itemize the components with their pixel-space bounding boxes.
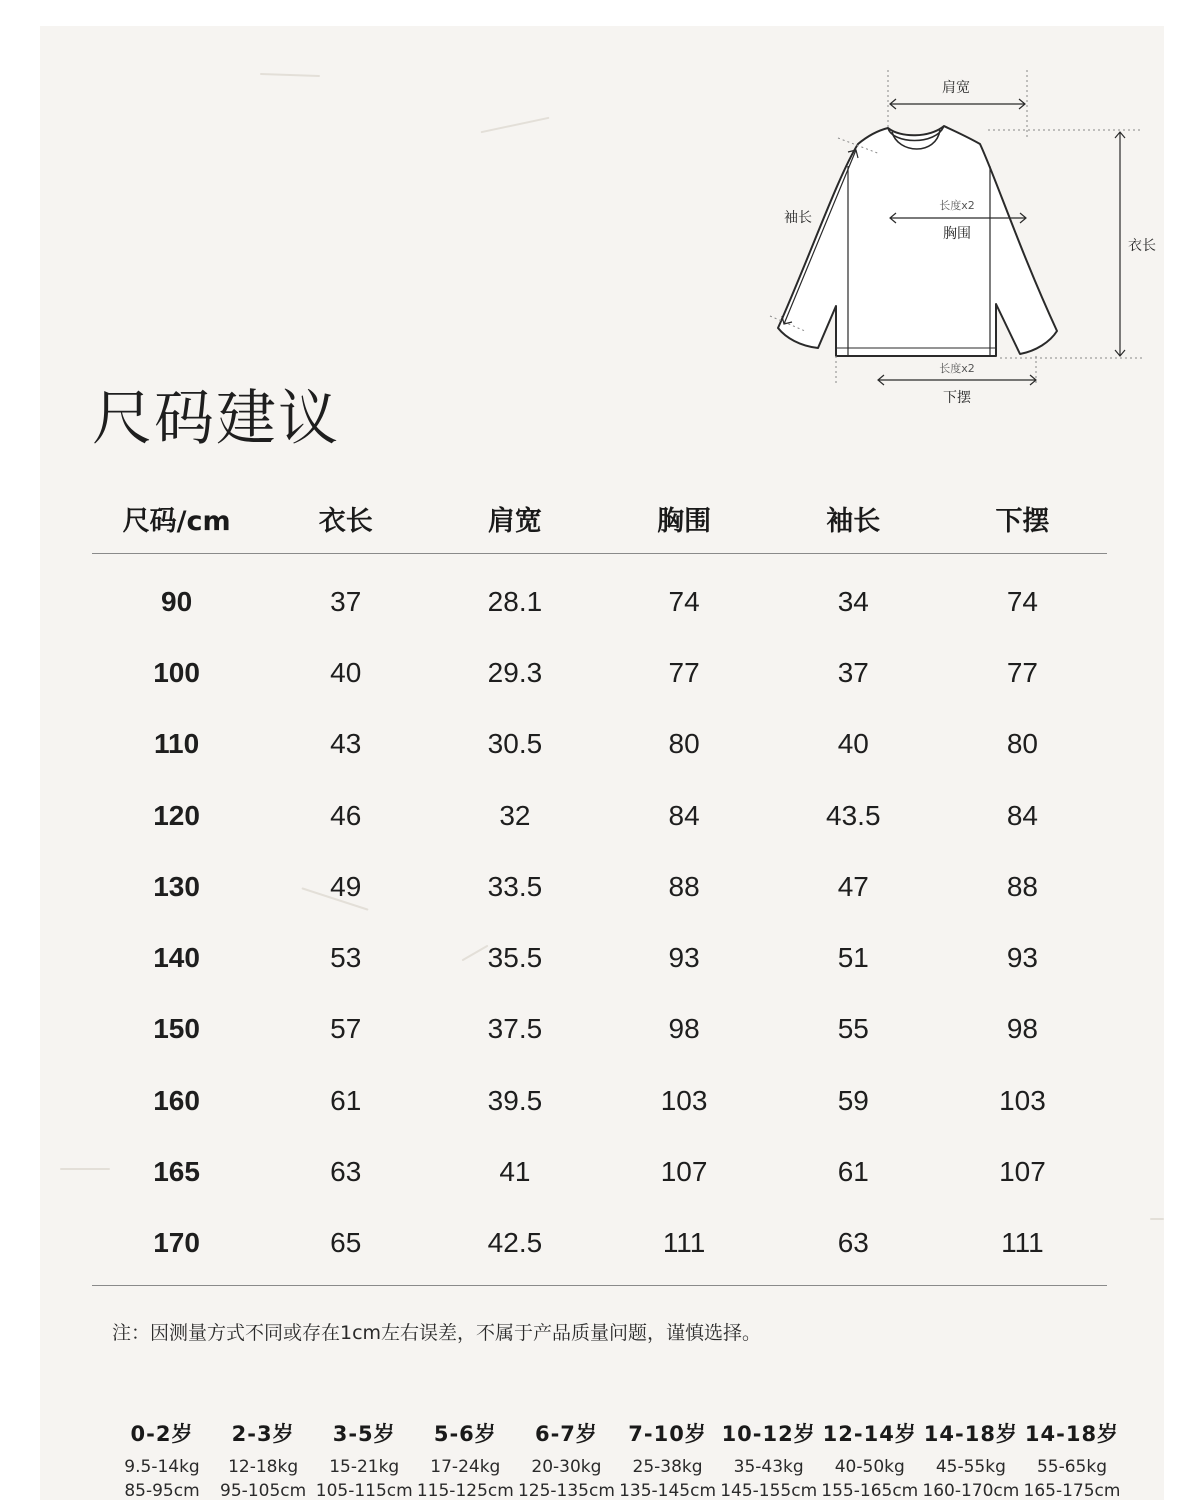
age-guide-age: 6-7岁	[534, 1422, 598, 1446]
measure-cell: 93	[668, 942, 700, 974]
measure-cell: 40	[837, 728, 869, 760]
measure-cell: 93	[1006, 942, 1039, 974]
size-cell: 130	[153, 870, 200, 902]
measure-cell: 98	[1006, 1013, 1039, 1045]
age-guide-age: 7-10岁	[628, 1422, 707, 1446]
table-row	[92, 851, 1107, 922]
chest-label: 胸围	[943, 226, 971, 242]
measure-cell: 41	[499, 1156, 531, 1188]
age-guide-item	[213, 1418, 313, 1500]
age-guide-weight: 40-50kg	[834, 1457, 905, 1477]
measure-cell: 33.5	[487, 870, 543, 902]
sleeve-label: 袖长	[784, 210, 812, 226]
table-row	[92, 709, 1107, 780]
measure-cell: 111	[662, 1227, 706, 1259]
age-guide-height: 160-170cm	[922, 1481, 1020, 1500]
measure-cell: 59	[837, 1084, 869, 1116]
measure-cell: 74	[1006, 585, 1039, 617]
age-guide-weight: 55-65kg	[1036, 1457, 1107, 1477]
measure-cell: 103	[660, 1084, 708, 1116]
measure-cell: 43	[330, 728, 362, 760]
table-body	[92, 554, 1107, 1286]
header-sleeve: 袖长	[826, 506, 881, 537]
page-title: 尺码建议	[92, 384, 340, 454]
measure-cell: 30.5	[487, 728, 543, 760]
table-row	[92, 922, 1107, 993]
measure-cell: 57	[330, 1013, 362, 1045]
size-cell: 120	[153, 799, 200, 831]
age-guide-height: 105-115cm	[315, 1481, 413, 1500]
age-guide-weight: 45-55kg	[935, 1457, 1006, 1477]
size-cell: 150	[153, 1013, 200, 1045]
age-guide-item	[719, 1418, 819, 1500]
measure-cell: 28.1	[487, 585, 543, 617]
hem-note-label: 长度x2	[939, 362, 975, 375]
age-guide-height: 155-165cm	[821, 1481, 919, 1500]
measure-cell: 77	[668, 656, 700, 688]
size-cell: 100	[153, 656, 200, 688]
size-cell: 140	[153, 942, 200, 974]
age-guide-age: 3-5岁	[332, 1422, 396, 1446]
measure-cell: 40	[330, 656, 362, 688]
age-guide-weight: 15-21kg	[329, 1457, 400, 1477]
age-guide-weight: 35-43kg	[733, 1457, 804, 1477]
age-guide-age: 14-18岁	[923, 1422, 1018, 1446]
measure-cell: 37	[837, 656, 869, 688]
age-guide-weight: 25-38kg	[632, 1457, 703, 1477]
age-guide-item	[820, 1418, 920, 1500]
size-cell: 90	[161, 585, 193, 617]
age-guide-height: 125-135cm	[517, 1481, 615, 1500]
measure-cell: 49	[330, 870, 362, 902]
age-guide-age: 12-14岁	[822, 1422, 917, 1446]
paper-texture	[481, 117, 550, 134]
measure-cell: 74	[668, 585, 700, 617]
measure-cell: 88	[1006, 870, 1039, 902]
table-row	[92, 780, 1107, 851]
table-row	[92, 1208, 1107, 1279]
table-row	[92, 994, 1107, 1065]
header-chest: 胸围	[657, 506, 712, 537]
measure-cell: 35.5	[487, 942, 543, 974]
age-guide-age: 10-12岁	[721, 1422, 816, 1446]
age-guide-height: 135-145cm	[619, 1481, 717, 1500]
table-row	[92, 637, 1107, 708]
garment-diagram	[730, 66, 1156, 426]
age-guide-weight: 17-24kg	[430, 1457, 501, 1477]
measure-cell: 98	[668, 1013, 700, 1045]
age-guide-height: 165-175cm	[1023, 1481, 1121, 1500]
measure-cell: 37	[330, 585, 362, 617]
age-guide-item	[516, 1418, 616, 1500]
size-cell: 110	[154, 728, 200, 760]
header-hem: 下摆	[995, 506, 1050, 537]
measure-cell: 63	[330, 1156, 362, 1188]
age-guide-age: 14-18岁	[1024, 1422, 1120, 1446]
age-guide-item	[1022, 1418, 1122, 1500]
measure-cell: 43.5	[826, 799, 881, 831]
measure-cell: 103	[999, 1084, 1046, 1116]
size-chart-page	[40, 26, 1164, 1500]
measure-cell: 84	[1006, 799, 1039, 831]
measure-cell: 65	[330, 1227, 362, 1259]
measure-cell: 32	[499, 799, 531, 831]
age-guide-item	[921, 1418, 1021, 1500]
measure-cell: 80	[1006, 728, 1039, 760]
measure-cell: 37.5	[487, 1013, 543, 1045]
header-shoulder: 肩宽	[487, 506, 542, 537]
measurement-note: 注：因测量方式不同或存在1cm左右误差，不属于产品质量问题，谨慎选择。	[112, 1322, 762, 1344]
age-guide-age: 5-6岁	[433, 1422, 497, 1446]
table-row	[92, 566, 1107, 637]
measure-cell: 61	[837, 1156, 869, 1188]
measure-cell: 77	[1006, 656, 1039, 688]
age-size-guide	[112, 1418, 1122, 1500]
table-row	[92, 1065, 1107, 1136]
age-guide-age: 0-2岁	[130, 1422, 194, 1446]
measure-cell: 63	[837, 1227, 869, 1259]
age-guide-weight: 12-18kg	[228, 1457, 299, 1477]
table-row	[92, 1136, 1107, 1207]
measure-cell: 42.5	[487, 1227, 543, 1259]
size-cell: 170	[153, 1227, 200, 1259]
size-cell: 165	[153, 1156, 200, 1188]
measure-cell: 46	[330, 799, 362, 831]
size-cell: 160	[153, 1084, 200, 1116]
length-label: 衣长	[1128, 238, 1156, 254]
sweater-measurement-illustration	[730, 66, 1156, 426]
measure-cell: 88	[668, 870, 700, 902]
measure-cell: 107	[660, 1156, 708, 1188]
measure-cell: 39.5	[487, 1084, 543, 1116]
header-length: 衣长	[318, 506, 373, 537]
measure-cell: 47	[837, 870, 869, 902]
header-size: 尺码/cm	[122, 506, 231, 537]
age-guide-age: 2-3岁	[231, 1422, 295, 1446]
shoulder-label: 肩宽	[942, 80, 970, 96]
measure-cell: 61	[330, 1084, 362, 1116]
measure-cell: 107	[999, 1156, 1046, 1188]
age-guide-item	[112, 1418, 212, 1500]
age-guide-height: 145-155cm	[720, 1481, 818, 1500]
measure-cell: 111	[1001, 1227, 1044, 1259]
age-guide-height: 95-105cm	[220, 1481, 307, 1500]
age-guide-height: 115-125cm	[416, 1481, 514, 1500]
paper-texture	[1150, 1218, 1164, 1220]
table-header	[92, 484, 1107, 554]
age-guide-item	[314, 1418, 414, 1500]
measure-cell: 55	[837, 1013, 869, 1045]
measure-cell: 34	[837, 585, 869, 617]
measure-cell: 51	[837, 942, 869, 974]
measure-cell: 29.3	[487, 656, 543, 688]
size-table	[92, 484, 1107, 1286]
age-guide-weight: 9.5-14kg	[124, 1457, 200, 1477]
hem-label: 下摆	[943, 390, 971, 406]
age-guide-item	[415, 1418, 515, 1500]
chest-note-label: 长度x2	[939, 199, 975, 212]
measure-cell: 84	[668, 799, 700, 831]
paper-texture	[260, 73, 320, 77]
measure-cell: 80	[668, 728, 700, 760]
age-guide-item	[618, 1418, 718, 1500]
age-guide-weight: 20-30kg	[531, 1457, 602, 1477]
age-guide-height: 85-95cm	[124, 1481, 200, 1500]
measure-cell: 53	[330, 942, 362, 974]
